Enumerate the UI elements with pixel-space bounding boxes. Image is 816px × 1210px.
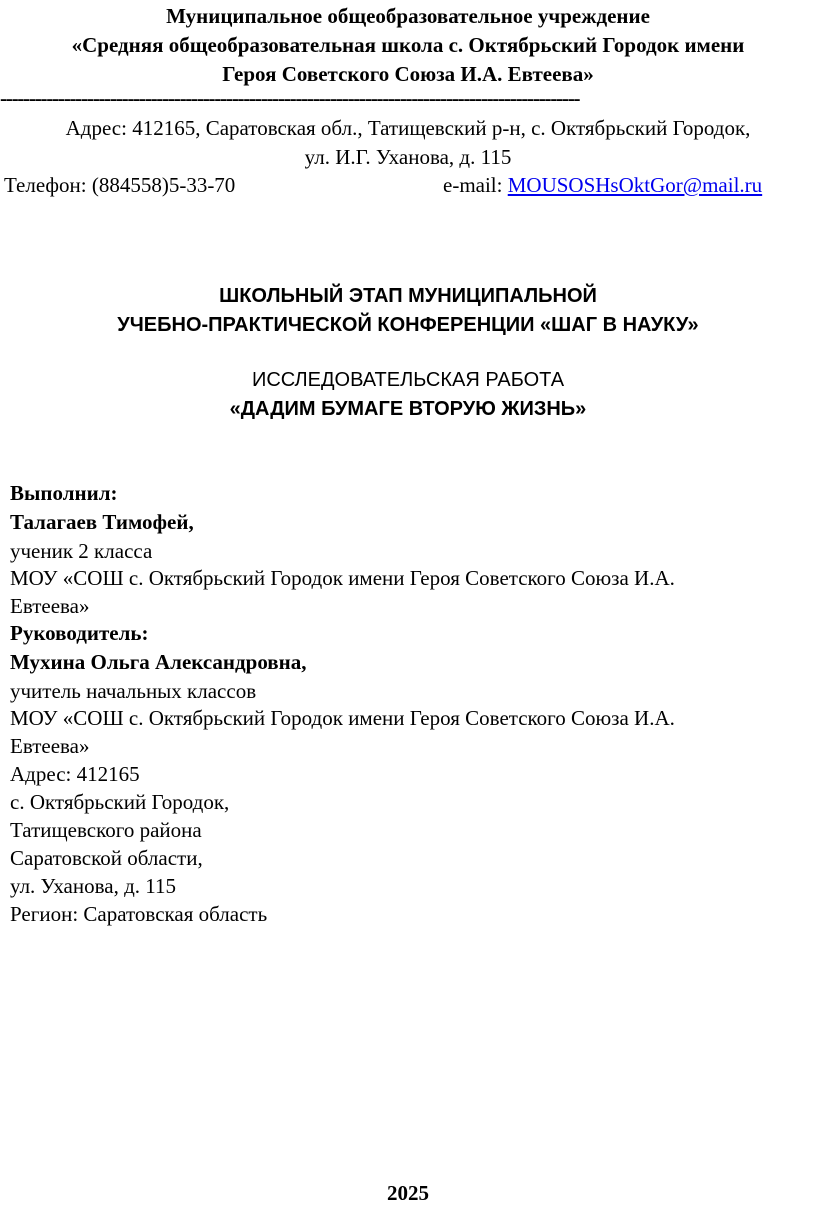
header-institution-line2: «Средняя общеобразовательная школа с. Октябрьский Городок имени bbox=[71, 33, 745, 57]
stage-title-line1: ШКОЛЬНЫЙ ЭТАП МУНИЦИПАЛЬНОЙ bbox=[219, 285, 597, 307]
address-line3: Татищевского района bbox=[10, 818, 202, 842]
author-school-line1: МОУ «СОШ с. Октябрьский Городок имени Героя Советского Союза И.А. bbox=[10, 566, 675, 590]
contact-address-line2: ул. И.Г. Уханова, д. 115 bbox=[304, 145, 512, 169]
supervisor-school-line1: МОУ «СОШ с. Октябрьский Городок имени Героя Советского Союза И.А. bbox=[10, 706, 675, 730]
address-region: Регион: Саратовская область bbox=[10, 902, 268, 926]
contact-address-line1: Адрес: 412165, Саратовская обл., Татищевский р-н, с. Октябрьский Городок, bbox=[65, 116, 751, 140]
work-title: «ДАДИМ БУМАГЕ ВТОРУЮ ЖИЗНЬ» bbox=[229, 398, 587, 420]
address-line4: Саратовской области, bbox=[10, 846, 203, 870]
address-line2: с. Октябрьский Городок, bbox=[10, 790, 230, 814]
header-institution-line1: Муниципальное общеобразовательное учреждение bbox=[166, 4, 650, 28]
contact-email-link[interactable]: MOUSOSHsOktGor@mail.ru bbox=[507, 173, 763, 197]
stage-title-line2: УЧЕБНО-ПРАКТИЧЕСКОЙ КОНФЕРЕНЦИИ «ШАГ В НАУКУ» bbox=[117, 314, 699, 336]
footer-year: 2025 bbox=[387, 1181, 429, 1205]
contact-email-label: e-mail: bbox=[443, 173, 503, 197]
author-grade: ученик 2 класса bbox=[10, 539, 153, 563]
supervisor-school-line2: Евтеева» bbox=[10, 734, 90, 758]
address-line5: ул. Уханова, д. 115 bbox=[10, 874, 176, 898]
contact-phone: Телефон: (884558)5-33-70 bbox=[4, 173, 236, 197]
supervisor-name: Мухина Ольга Александровна, bbox=[10, 650, 307, 674]
address-line1: Адрес: 412165 bbox=[10, 762, 140, 786]
author-name: Талагаев Тимофей, bbox=[10, 510, 194, 534]
header-institution-line3: Героя Советского Союза И.А. Евтеева» bbox=[222, 62, 594, 86]
supervisor-position: учитель начальных классов bbox=[10, 679, 257, 703]
header-separator: ---------------------------------------------------------------------------------------------------- bbox=[0, 86, 580, 110]
supervisor-label: Руководитель: bbox=[10, 621, 149, 645]
author-school-line2: Евтеева» bbox=[10, 594, 90, 618]
contact-email-row bbox=[443, 173, 762, 198]
author-label: Выполнил: bbox=[10, 481, 118, 505]
work-type: ИССЛЕДОВАТЕЛЬСКАЯ РАБОТА bbox=[251, 369, 565, 391]
